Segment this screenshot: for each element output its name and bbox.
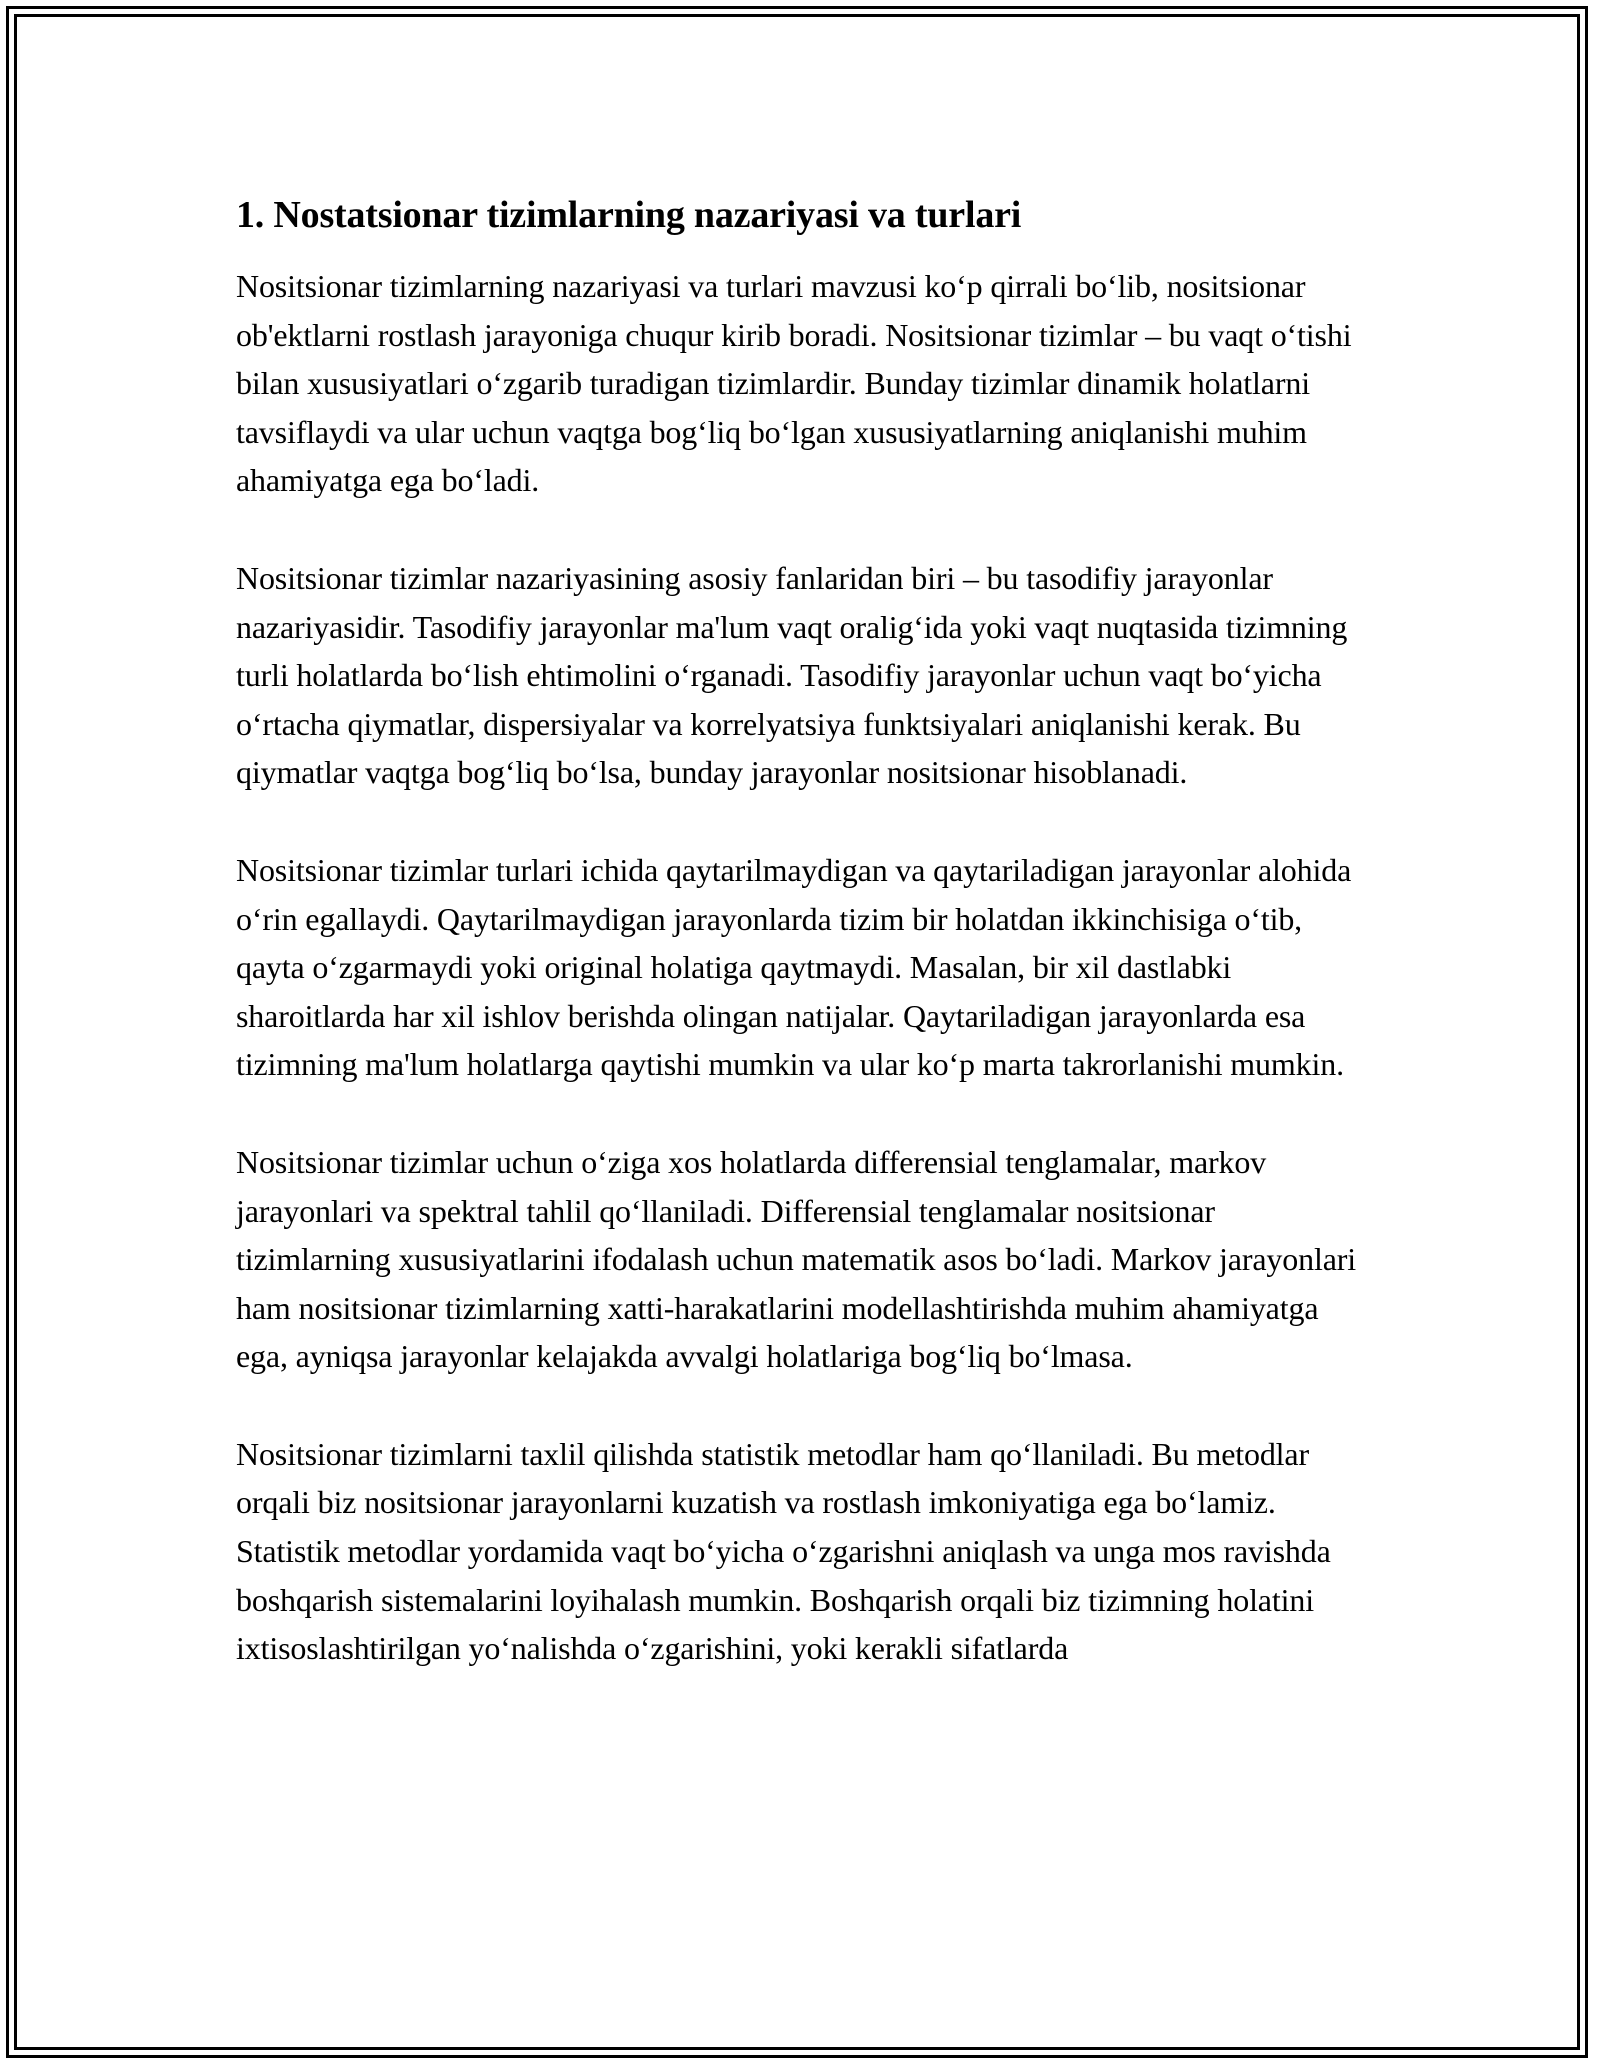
paragraph-1: Nositsionar tizimlarning nazariyasi va turlari mavzusi ko‘p qirrali bo‘lib, nositsionar ob'ektlarni rostlash jarayoniga chuqur kirib boradi. Nositsionar tizimlar – bu vaqt o‘tishi bilan xususiyatlari o‘zgarib turadigan tizimlardir. Bunday tizimlar dinamik holatlarni tavsiflaydi va ular uchun vaqtga bog‘liq bo‘lgan xususiyatlarning aniqlanishi muhim ahamiyatga ega bo‘ladi. <box>236 268 1352 499</box>
section-heading: 1. Nostatsionar tizimlarning nazariyasi va turlari <box>236 194 1022 236</box>
paragraph-2: Nositsionar tizimlar nazariyasining asosiy fanlaridan biri – bu tasodifiy jarayonlar nazariyasidir. Tasodifiy jarayonlar ma'lum vaqt oralig‘ida yoki vaqt nuqtasida tizimning turli holatlarda bo‘lish ehtimolini o‘rganadi. Tasodifiy jarayonlar uchun vaqt bo‘yicha o‘rtacha qiymatlar, dispersiyalar va korrelyatsiya funktsiyalari aniqlanishi kerak. Bu qiymatlar vaqtga bog‘liq bo‘lsa, bunday jarayonlar nositsionar hisoblanadi. <box>236 559 1348 791</box>
paragraph-4: Nositsionar tizimlar uchun o‘ziga xos holatlarda differensial tenglamalar, markov jarayonlari va spektral tahlil qo‘llaniladi. Differensial tenglamalar nositsionar tizimlarning xususiyatlarini ifodalash uchun matematik asos bo‘ladi. Markov jarayonlari ham nositsionar tizimlarning xatti-harakatlarini modellashtirishda muhim ahamiyatga ega, ayniqsa jarayonlar kelajakda avvalgi holatlariga bog‘liq bo‘lmasa. <box>236 1143 1356 1375</box>
paragraph-5: Nositsionar tizimlarni taxlil qilishda statistik metodlar ham qo‘llaniladi. Bu metodlar orqali biz nositsionar jarayonlarni kuzatish va rostlash imkoniyatiga ega bo‘lamiz. Statistik metodlar yordamida vaqt bo‘yicha o‘zgarishni aniqlash va unga mos ravishda boshqarish sistemalarini loyihalash mumkin. Boshqarish orqali biz tizimning holatini ixtisoslashtirilgan yo‘nalishda o‘zgarishini, yoki kerakli sifatlarda <box>236 1435 1331 1667</box>
paragraph-3: Nositsionar tizimlar turlari ichida qaytarilmaydigan va qaytariladigan jarayonlar alohida o‘rin egallaydi. Qaytarilmaydigan jarayonlarda tizim bir holatdan ikkinchisiga o‘tib, qayta o‘zgarmaydi yoki original holatiga qaytmaydi. Masalan, bir xil dastlabki sharoitlarda har xil ishlov berishda olingan natijalar. Qaytariladigan jarayonlarda esa tizimning ma'lum holatlarga qaytishi mumkin va ular ko‘p marta takrorlanishi mumkin. <box>236 851 1352 1083</box>
document-body <box>236 188 1376 1673</box>
